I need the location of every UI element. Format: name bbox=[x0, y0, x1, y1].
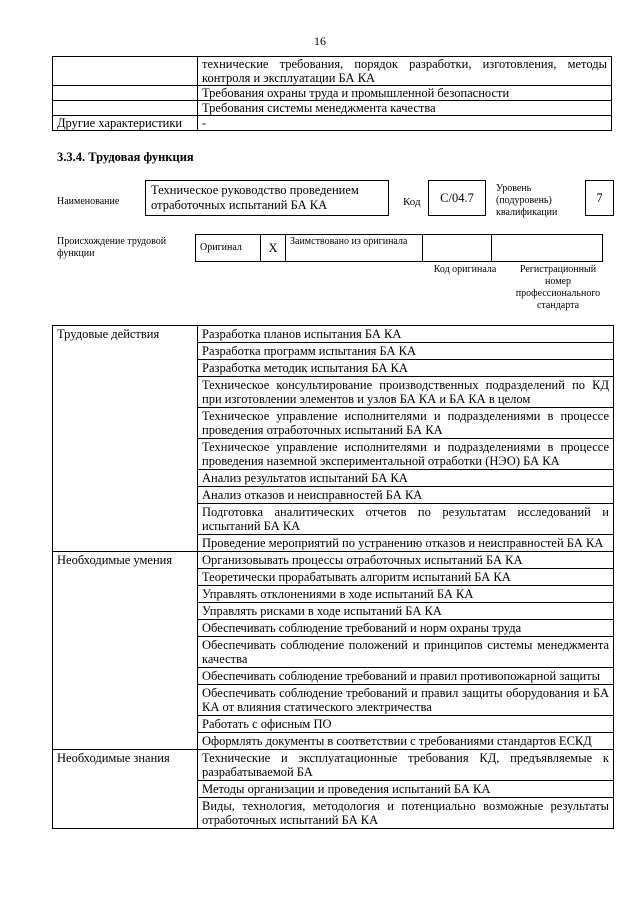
function-name-box: Техническое руководство проведением отработочных испытаний БА КА bbox=[145, 180, 389, 216]
list-item: Техническое консультирование производственных подразделений по КД при изготовлении элементов и узлов БА КА и БА КА в целом bbox=[198, 377, 614, 408]
list-item: Управлять рисками в ходе испытаний БА КА bbox=[198, 603, 614, 620]
reg-number-cell bbox=[492, 235, 603, 262]
origin-table bbox=[195, 234, 603, 262]
name-label: Наименование bbox=[57, 196, 120, 207]
cell: технические требования, порядок разработки, изготовления, методы контроля и эксплуатации БА КА bbox=[198, 57, 612, 86]
empty-cell bbox=[53, 57, 198, 86]
list-item: Проведение мероприятий по устранению отказов и неисправностей БА КА bbox=[198, 535, 614, 552]
list-item: Обеспечивать соблюдение требований и правил защиты оборудования и БА КА от влияния статического электричества bbox=[198, 685, 614, 716]
list-item: Технические и эксплуатационные требования КД, предъявляемые к разрабатываемой БА bbox=[198, 750, 614, 781]
table-row bbox=[53, 101, 612, 116]
empty-cell bbox=[53, 86, 198, 101]
table-row bbox=[53, 57, 612, 86]
list-item: Обеспечивать соблюдение положений и принципов системы менеджмента качества bbox=[198, 637, 614, 668]
section-label: Необходимые умения bbox=[53, 552, 198, 750]
cell: Требования охраны труда и промышленной безопасности bbox=[198, 86, 612, 101]
list-item: Виды, технология, методология и потенциально возможные результаты отработочных испытаний БА КА bbox=[198, 798, 614, 829]
list-item: Организовывать процессы отработочных испытаний БА КА bbox=[198, 552, 614, 569]
empty-cell bbox=[53, 101, 198, 116]
level-label: Уровень (подуровень) квалификации bbox=[496, 183, 558, 218]
continuation-table bbox=[52, 56, 612, 131]
list-item: Техническое управление исполнителями и подразделениями в процессе проведения отработочных испытаний БА КА bbox=[198, 408, 614, 439]
list-item: Подготовка аналитических отчетов по результатам исследований и испытаний БА КА bbox=[198, 504, 614, 535]
section-label: Трудовые действия bbox=[53, 326, 198, 552]
function-code-box: C/04.7 bbox=[428, 180, 486, 216]
code-label: Код bbox=[403, 196, 421, 208]
list-item: Анализ отказов и неисправностей БА КА bbox=[198, 487, 614, 504]
list-item: Теоретически прорабатывать алгоритм испытаний БА КА bbox=[198, 569, 614, 586]
table-row bbox=[196, 235, 603, 262]
section-heading: 3.3.4. Трудовая функция bbox=[57, 150, 194, 164]
list-item: Анализ результатов испытаний БА КА bbox=[198, 470, 614, 487]
page-number: 16 bbox=[314, 34, 326, 48]
list-item: Обеспечивать соблюдение требований и правил противопожарной защиты bbox=[198, 668, 614, 685]
list-item: Работать с офисным ПО bbox=[198, 716, 614, 733]
list-item: Разработка методик испытания БА КА bbox=[198, 360, 614, 377]
table-row bbox=[53, 326, 614, 343]
section-label: Необходимые знания bbox=[53, 750, 198, 829]
cell: - bbox=[198, 116, 612, 131]
code-caption: Код оригинала bbox=[433, 264, 497, 275]
table-row bbox=[53, 86, 612, 101]
original-code-cell bbox=[423, 235, 492, 262]
table-row bbox=[53, 116, 612, 131]
list-item: Разработка планов испытания БА КА bbox=[198, 326, 614, 343]
table-row bbox=[53, 750, 614, 781]
origin-label: Происхождение трудовой функции bbox=[57, 236, 167, 259]
list-item: Управлять отклонениями в ходе испытаний БА КА bbox=[198, 586, 614, 603]
list-item: Оформлять документы в соответствии с требованиями стандартов ЕСКД bbox=[198, 733, 614, 750]
reg-caption: Регистрационный номер профессионального стандарта bbox=[515, 264, 601, 311]
function-details-table bbox=[52, 325, 614, 829]
row-label: Другие характеристики bbox=[53, 116, 198, 131]
original-mark: X bbox=[261, 235, 286, 262]
cell: Требования системы менеджмента качества bbox=[198, 101, 612, 116]
list-item: Разработка программ испытания БА КА bbox=[198, 343, 614, 360]
original-label: Оригинал bbox=[196, 235, 261, 262]
level-value-box: 7 bbox=[585, 180, 614, 216]
list-item: Техническое управление исполнителями и подразделениями в процессе проведения наземной экспериментальной отработки (НЭО) БА КА bbox=[198, 439, 614, 470]
list-item: Обеспечивать соблюдение требований и норм охраны труда bbox=[198, 620, 614, 637]
table-row bbox=[53, 552, 614, 569]
borrowed-label: Заимствовано из оригинала bbox=[286, 235, 423, 262]
list-item: Методы организации и проведения испытаний БА КА bbox=[198, 781, 614, 798]
